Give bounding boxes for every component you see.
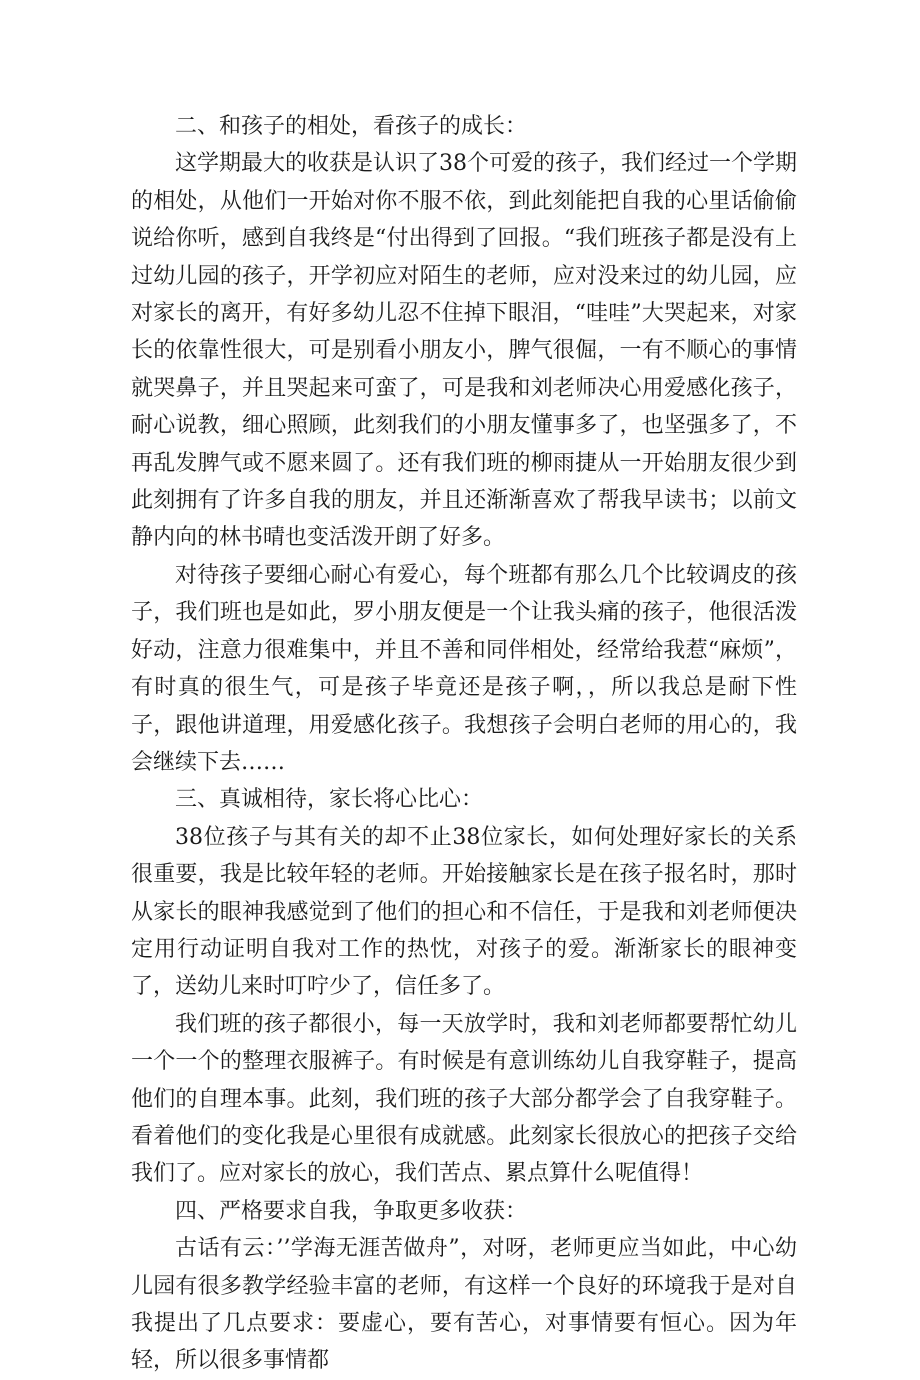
paragraph-parents: 38位孩子与其有关的却不止38位家长，如何处理好家长的关系很重要，我是比较年轻的老师。开始接触家长是在孩子报名时，那时从家长的眼神我感觉到了他们的担心和不信任，于是我和刘老师便决定用行动证明自我对工作的热忱，对孩子的爱。渐渐家长的眼神变了，送幼儿来时叮咛少了，信任多了。	[131, 824, 797, 1000]
paragraph-dismissal: 我们班的孩子都很小，每一天放学时，我和刘老师都要帮忙幼儿一个一个的整理衣服裤子。有时候是有意训练幼儿自我穿鞋子，提高他们的自理本事。此刻，我们班的孩子大部分都学会了自我穿鞋子。看着他们的变化我是心里很有成就感。此刻家长很放心的把孩子交给我们了。应对家长的放心，我们苦点、累点算什么呢值得！	[131, 1011, 797, 1187]
section-heading-3: 三、真诚相待，家长将心比心：	[175, 787, 484, 813]
paragraph-self-requirements: 古话有云：’’学海无涯苦做舟”，对呀，老师更应当如此，中心幼儿园有很多教学经验丰富的老师，有这样一个良好的环境我于是对自我提出了几点要求：要虚心，要有苦心，对事情要有恒心。因为年轻，所以很多事情都	[131, 1236, 797, 1374]
document-body	[131, 108, 797, 1380]
paragraph-harvest: 这学期最大的收获是认识了38个可爱的孩子，我们经过一个学期的相处，从他们一开始对你不服不依，到此刻能把自我的心里话偷偷说给你听，感到自我终是“付出得到了回报。“我们班孩子都是没有上过幼儿园的孩子，开学初应对陌生的老师，应对没来过的幼儿园，应对家长的离开，有好多幼儿忍不住掉下眼泪，“哇哇”大哭起来，对家长的依靠性很大，可是别看小朋友小，脾气很倔，一有不顺心的事情就哭鼻子，并且哭起来可蛮了，可是我和刘老师决心用爱感化孩子，耐心说教，细心照顾，此刻我们的小朋友懂事多了，也坚强多了，不再乱发脾气或不愿来圆了。还有我们班的柳雨捷从一开始朋友很少到此刻拥有了许多自我的朋友，并且还渐渐喜欢了帮我早读书；以前文静内向的林书晴也变活泼开朗了好多。	[131, 151, 797, 551]
section-heading-2: 二、和孩子的相处，看孩子的成长：	[175, 114, 528, 139]
paragraph-patience: 对待孩子要细心耐心有爱心，每个班都有那么几个比较调皮的孩子，我们班也是如此，罗小朋友便是一个让我头痛的孩子，他很活泼好动，注意力很难集中，并且不善和同伴相处，经常给我惹“麻烦”，有时真的很生气，可是孩子毕竟还是孩子啊，，所以我总是耐下性子，跟他讲道理，用爱感化孩子。我想孩子会明白老师的用心的，我会继续下去……	[131, 562, 797, 775]
section-heading-4: 四、严格要求自我，争取更多收获：	[175, 1198, 528, 1224]
